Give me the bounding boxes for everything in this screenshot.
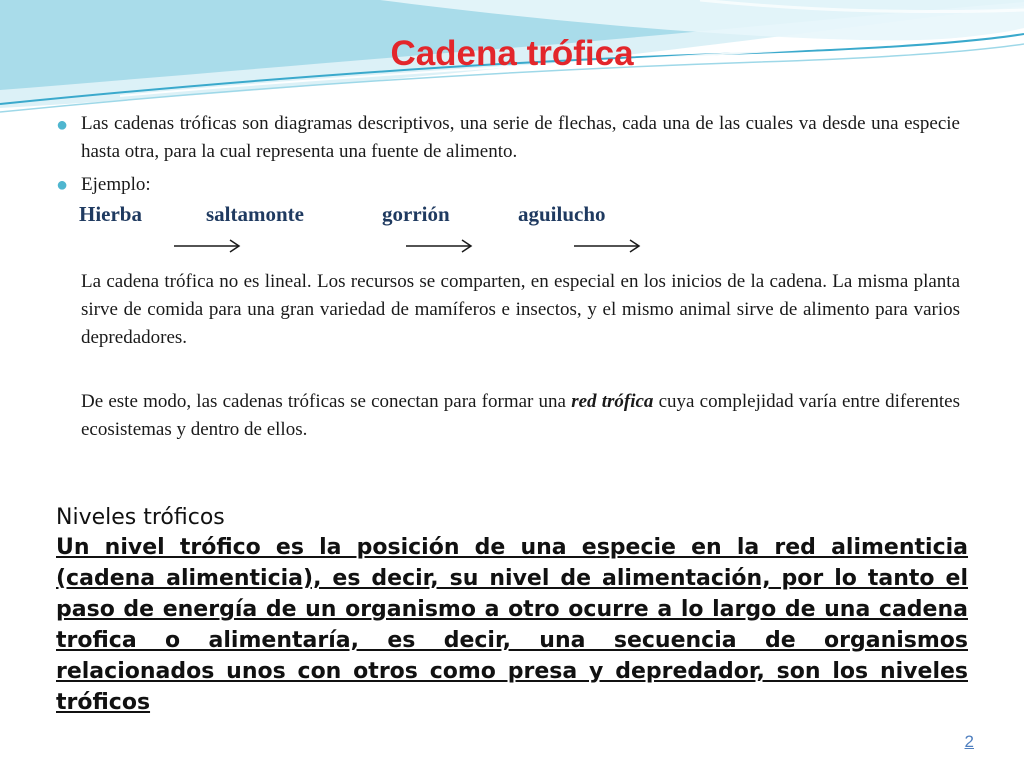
bullet-dot-icon: ●	[56, 174, 69, 196]
chain-item-gorrion: gorrión	[382, 202, 450, 226]
food-web-paragraph	[81, 388, 960, 444]
chain-item-saltamonte: saltamonte	[206, 202, 304, 226]
food-web-suffix: cuya complejidad varía entre diferentes ecosistemas y dentro de ellos.	[81, 391, 961, 440]
chain-item-aguilucho: aguilucho	[518, 202, 606, 226]
intro-paragraph: Las cadenas tróficas son diagramas descriptivos, una serie de flechas, cada una de las cuales va desde una especie hasta otra, para la cual representa una fuente de alimento.	[81, 113, 960, 162]
food-web-term: red trófica	[571, 391, 654, 412]
bullet-dot-icon: ●	[56, 114, 69, 136]
food-web-prefix: De este modo, las cadenas tróficas se conectan para formar una	[81, 391, 566, 412]
right-arrow-icon	[574, 236, 642, 256]
example-label: Ejemplo:	[81, 174, 151, 195]
trophic-levels-section	[56, 504, 968, 718]
page-number[interactable]: 2	[964, 732, 974, 751]
chain-item-hierba: Hierba	[79, 202, 142, 226]
non-linear-paragraph: La cadena trófica no es lineal. Los recursos se comparten, en especial en los inicios de la cadena. La misma planta sirve de comida para una gran variedad de mamíferos e insectos, y el mismo animal sirve de alimento para varios depredadores.	[81, 271, 960, 348]
trophic-levels-definition: Un nivel trófico es la posición de una especie en la red alimenticia (cadena alimenticia), es decir, su nivel de alimentación, por lo tanto el paso de energía de un organismo a otro ocurre a lo largo de una cadena trofica o alimentaría, es decir, una secuencia de organismos relacionados unos con otros como presa y depredador, son los niveles tróficos	[56, 535, 968, 715]
trophic-levels-heading: Niveles tróficos	[56, 505, 225, 530]
right-arrow-icon	[406, 236, 474, 256]
slide-title: Cadena trófica	[390, 34, 634, 73]
right-arrow-icon	[174, 236, 242, 256]
